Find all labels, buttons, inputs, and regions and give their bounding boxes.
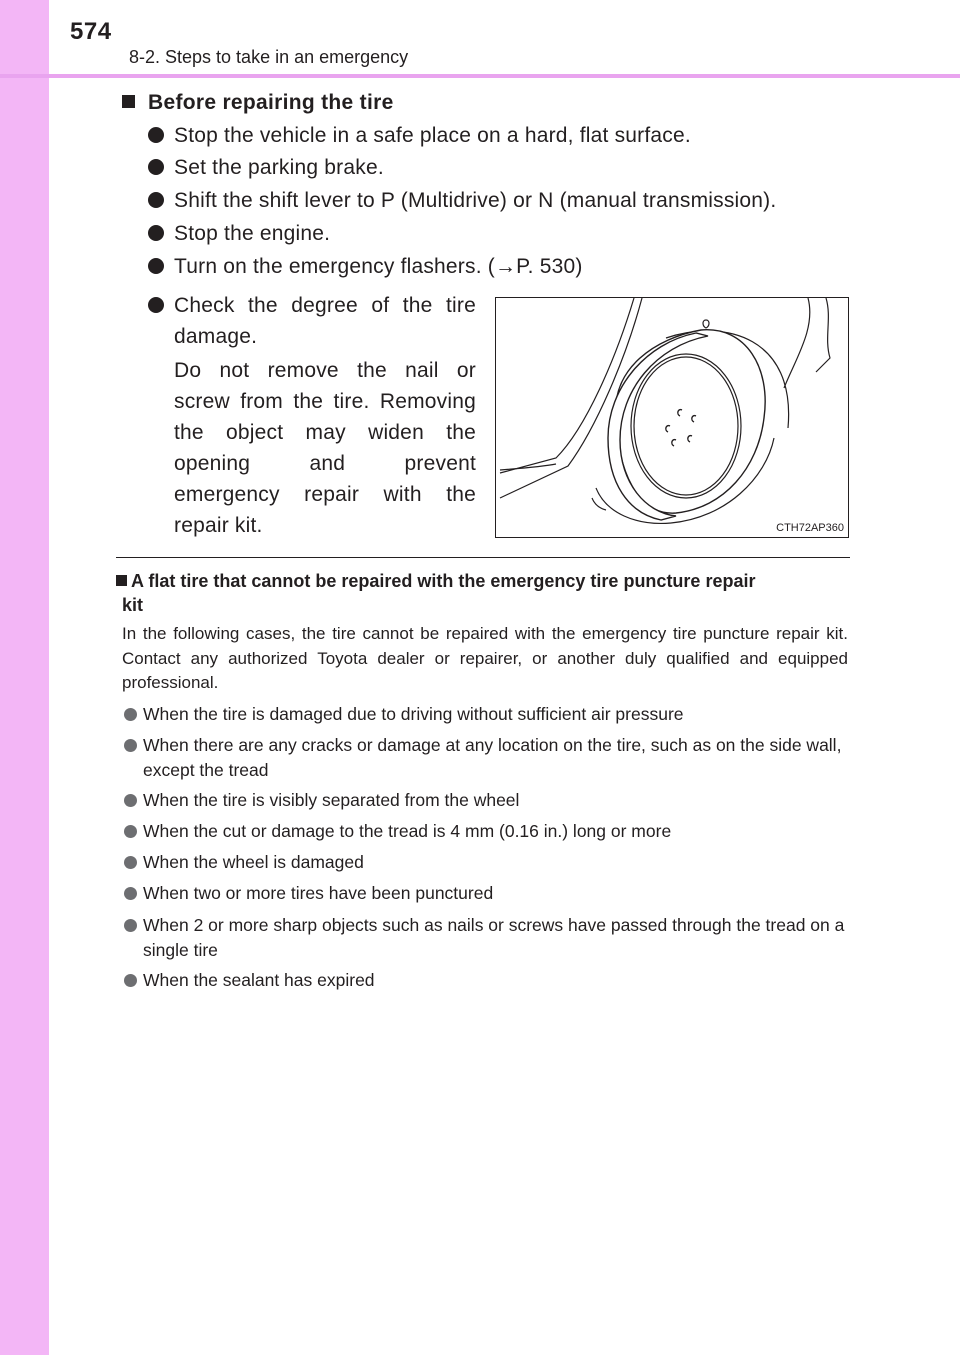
bullet-icon [124,887,137,900]
list-item-text: When the tire is visibly separated from the wheel [143,790,520,810]
bullet-icon [124,919,137,932]
list-item [148,120,691,151]
bullet-icon [124,974,137,987]
bullet-icon [148,297,164,313]
list-item [124,702,850,727]
tire-drawing-icon [496,298,849,538]
note-title-line2: kit [122,595,144,615]
note-paragraph: In the following cases, the tire cannot be repaired with the emergency tire puncture repair kit. Contact any authorized Toyota dealer or repairer, or another duly qualified and equipped professional. [122,624,848,692]
header-rule [0,74,960,78]
note-title [116,569,852,617]
bullet-icon [124,794,137,807]
list-item [148,185,776,216]
bullet-icon [148,225,164,241]
list-item [124,881,850,906]
check-damage-text [174,290,476,352]
list-item-text: When 2 or more sharp objects such as nails or screws have passed through the tread on a single tire [143,915,845,960]
bullet-icon [148,159,164,175]
bullet-icon [124,856,137,869]
list-item [124,733,850,782]
bullet-icon [124,708,137,721]
list-item [124,850,850,875]
check-damage-note: Do not remove the nail or screw from the tire. Removing the object may widen the opening and prevent emergency repair with the repair kit. [174,359,476,537]
tire-illustration [495,297,849,538]
bullet-icon [148,192,164,208]
check-damage-line2: damage. [174,325,258,348]
section-title [122,91,394,115]
list-item [124,968,850,993]
divider [116,557,850,558]
bullet-icon [124,739,137,752]
list-item-text: When the sealant has expired [143,970,375,990]
side-tab-strip [0,0,49,1355]
list-item [148,152,384,183]
list-item [124,913,850,962]
list-item-text: Set the parking brake. [174,156,384,179]
list-item-text: When two or more tires have been punctured [143,883,494,903]
section-title-text: Before repairing the tire [148,91,394,114]
list-item [124,788,850,813]
figure-code: CTH72AP360 [776,522,844,534]
bullet-icon [148,258,164,274]
list-item-text: When the cut or damage to the tread is 4 mm (0.16 in.) long or more [143,821,672,841]
list-item-text: Stop the vehicle in a safe place on a hard, flat surface. [174,124,691,147]
list-item-text: When the tire is damaged due to driving without sufficient air pressure [143,704,684,724]
list-item-text: Turn on the emergency flashers. (→P. 530) [174,255,583,278]
list-item [148,218,330,249]
list-item-text: Shift the shift lever to P (Multidrive) or N (manual transmission). [174,189,777,212]
note-title-line1: A flat tire that cannot be repaired with the emergency tire puncture repair [131,571,756,591]
list-item-text: Stop the engine. [174,222,331,245]
list-item [124,819,850,844]
bullet-icon [124,825,137,838]
check-damage-line1: Check the degree of the tire [174,294,476,317]
page-number: 574 [70,18,112,45]
running-head: 8-2. Steps to take in an emergency [129,47,409,67]
bullet-icon [148,127,164,143]
square-bullet-icon [116,575,127,586]
check-damage-item [148,290,478,348]
list-item-text: When the wheel is damaged [143,852,364,872]
square-bullet-icon [122,95,135,108]
list-item-text: When there are any cracks or damage at any location on the tire, such as on the side wall, except the tread [143,735,842,780]
list-item [148,251,583,282]
